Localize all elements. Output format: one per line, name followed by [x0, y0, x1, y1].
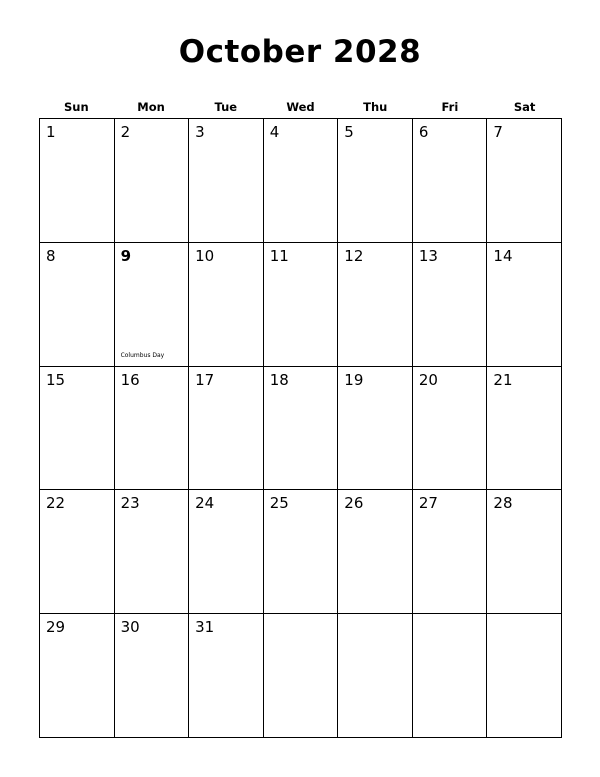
day-number: 10 [195, 246, 215, 265]
day-number: 19 [344, 370, 364, 389]
day-cell [413, 490, 488, 614]
day-cell [115, 367, 190, 491]
day-number: 23 [120, 494, 140, 513]
day-number: 28 [493, 494, 513, 513]
weekday-thu: Thu [363, 100, 388, 114]
day-number: 3 [195, 123, 205, 141]
calendar-grid [39, 118, 562, 738]
day-number: 18 [269, 370, 289, 389]
day-cell [115, 119, 190, 243]
day-cell [413, 367, 488, 491]
day-number: 22 [46, 494, 66, 513]
day-cell [338, 367, 413, 491]
day-cell [338, 614, 413, 738]
day-number: 7 [493, 123, 503, 141]
day-cell [264, 367, 339, 491]
day-cell [338, 490, 413, 614]
day-cell [40, 243, 115, 367]
day-cell [487, 119, 562, 243]
day-number: 26 [344, 494, 364, 513]
day-cell [413, 243, 488, 367]
day-cell [413, 614, 488, 738]
day-number: 5 [344, 123, 354, 141]
day-cell [40, 367, 115, 491]
day-cell [189, 614, 264, 738]
day-number: 14 [493, 246, 513, 265]
calendar-title: October 2028 [178, 34, 422, 70]
weekday-mon: Mon [137, 100, 165, 114]
day-cell [487, 243, 562, 367]
day-cell [40, 490, 115, 614]
day-cell [115, 614, 190, 738]
weekday-sun: Sun [64, 100, 89, 114]
day-number: 31 [195, 618, 215, 637]
day-number: 12 [344, 246, 364, 265]
day-cell [115, 490, 190, 614]
day-cell [40, 119, 115, 243]
weekday-tue: Tue [214, 100, 238, 114]
day-cell [264, 490, 339, 614]
day-number: 20 [418, 370, 438, 389]
day-number: 9 [120, 246, 131, 265]
day-number: 1 [46, 123, 56, 141]
day-cell [487, 490, 562, 614]
day-number: 21 [493, 370, 513, 389]
day-number: 24 [195, 494, 215, 513]
day-number: 13 [418, 246, 438, 265]
day-number: 6 [418, 123, 429, 141]
day-cell [189, 367, 264, 491]
day-cell [487, 367, 562, 491]
day-cell [189, 243, 264, 367]
day-cell [264, 119, 339, 243]
day-cell [40, 614, 115, 738]
holiday-label: Columbus Day [120, 351, 165, 359]
day-number: 27 [418, 494, 438, 513]
day-cell [487, 614, 562, 738]
day-number: 4 [269, 123, 280, 141]
weekday-sat: Sat [513, 100, 536, 114]
weekday-wed: Wed [286, 100, 315, 114]
day-number: 25 [269, 494, 289, 513]
day-cell [115, 243, 190, 367]
day-cell [264, 243, 339, 367]
day-number: 8 [46, 246, 56, 265]
day-number: 11 [269, 246, 289, 265]
day-number: 16 [120, 370, 140, 389]
day-cell [338, 243, 413, 367]
day-cell [338, 119, 413, 243]
day-number: 17 [195, 370, 215, 389]
day-cell [413, 119, 488, 243]
day-cell [189, 119, 264, 243]
day-number: 30 [120, 618, 140, 637]
day-number: 15 [46, 370, 66, 389]
weekday-header [39, 99, 562, 115]
weekday-fri: Fri [441, 100, 459, 114]
day-number: 29 [46, 618, 66, 637]
day-cell [264, 614, 339, 738]
day-cell [189, 490, 264, 614]
day-number: 2 [120, 123, 131, 141]
